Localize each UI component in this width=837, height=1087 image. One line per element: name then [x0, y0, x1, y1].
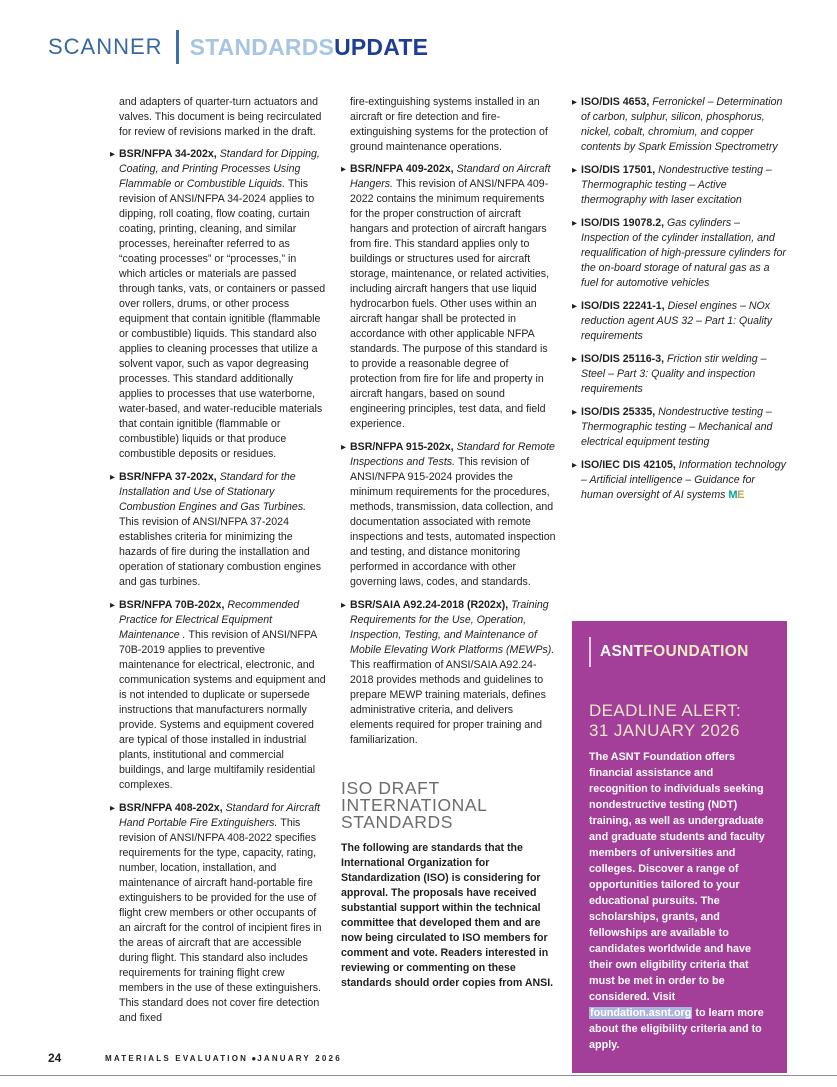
list-item [110, 470, 326, 590]
list-item [341, 162, 557, 432]
column-2 [341, 95, 557, 1073]
masthead [48, 30, 428, 64]
bullet-triangle-icon: ▶ [572, 409, 577, 416]
standard-description: This revision of ANSI/NFPA 70B-2019 applies to preventive maintenance for electrical, electronic, and communication systems and equipment and is not intended to duplicate or supersede instructions that manufacturers normally provide. Systems and equipment covered are typical of those installed in industrial plants, institutional and commercial buildings, and large multifamily residential complexes. [119, 629, 326, 791]
list-item [572, 458, 788, 503]
standard-entry [350, 598, 557, 748]
standard-description: This reaffirmation of ANSI/SAIA A92.24-2018 provides methods and guidelines to prepare MEWP training materials, defines administrative criteria, and delivers elements required for proper training and familiarization. [350, 659, 546, 746]
footer-journal-line [105, 1054, 342, 1063]
standard-title: Standard for Aircraft Hand Portable Fire Extinguishers. [119, 802, 320, 829]
list-item [572, 95, 788, 155]
list-item [572, 405, 788, 450]
deadline-alert [589, 701, 772, 740]
standard-code: BSR/NFPA 409-202x, [350, 163, 457, 175]
standard-code: BSR/NFPA 408-202x, [119, 802, 226, 814]
standard-title: Nondestructive testing – Thermographic testing – Mechanical and electrical equipment testing [581, 406, 773, 448]
iso-section-heading [341, 780, 557, 831]
standard-entry [119, 147, 326, 462]
page-title-update: UPDATE [334, 33, 429, 60]
standard-code: ISO/DIS 19078.2, [581, 217, 667, 229]
list-item [110, 598, 326, 793]
page-number: 24 [48, 1051, 62, 1065]
list-item [572, 163, 788, 208]
bullet-triangle-icon: ▶ [110, 805, 115, 812]
section-kicker: SCANNER [48, 34, 163, 59]
page-title-standards: STANDARDS [189, 33, 335, 60]
column-3 [572, 95, 788, 1073]
standard-title: Friction stir welding – Steel – Part 3: Quality and inspection requirements [581, 353, 767, 395]
standard-code: BSR/NFPA 34-202x, [119, 148, 220, 160]
standard-entry [581, 299, 788, 344]
iso-section-intro: The following are standards that the International Organization for Standardization (ISO) is considering for approval. The proposals have received substantial support within the technical committee that developed them and are now being circulated to ISO members for comment and vote. Readers interested in reviewing or commenting on these standards should order copies from ANSI. [341, 842, 554, 989]
masthead-divider [176, 30, 179, 64]
standard-entry [350, 162, 557, 432]
bullet-triangle-icon: ▶ [572, 356, 577, 363]
standard-description: This revision of ANSI/NFPA 34-2024 applies to dipping, roll coating, flow coating, curtain coating, printing, cleaning, and similar processes, hereinafter referred to as “coating processes” or “processes,” in which articles or materials are passed through tanks, vats, or containers or passed over rollers, drums, or other process equipment that contain ignitible (flammable or combustible) liquids. This standard also applies to cleaning processes that utilize a solvent vapor, such as vapor degreasing processes. This standard additionally applies to processes that use waterborne, water-based, and water-reducible materials that contain ignitible (flammable or combustible) liquids or that produce combustible deposits or residues. [119, 178, 326, 460]
asnt-foundation-ad [572, 621, 787, 1073]
standard-title: Standard on Aircraft Hangers. [350, 163, 551, 190]
page-bottom-rule [0, 1075, 837, 1076]
standard-title: Recommended Practice for Electrical Equipment Maintenance . [119, 599, 300, 641]
asnt-foundation-logo [589, 637, 772, 667]
standard-code: ISO/DIS 25335, [581, 406, 659, 418]
standard-description: This revision of ANSI/NFPA 409-2022 contains the minimum requirements for the proper construction of aircraft hangars and protection of aircraft hangars from fire. This standard applies only to buildings or structures used for aircraft storage, maintenance, or related activities, including aircraft hangers that use liquid hydrocarbon fuels. Other uses within an aircraft hangar shall be protected in accordance with other applicable NFPA standards. The purpose of this standard is to provide a reasonable degree of protection from fire for life and property in aircraft hangars, based on sound engineering principles, test data, and field experience. [350, 178, 550, 430]
column-1 [110, 95, 326, 1073]
me-logo-e: E [737, 489, 744, 501]
continuation-paragraph: fire-extinguishing systems installed in an aircraft or fire detection and fire-extinguishing systems for the protection of ground maintenance operations. [350, 96, 548, 153]
list-item [110, 801, 326, 1026]
standard-entry [581, 352, 788, 397]
bullet-triangle-icon: ▶ [572, 303, 577, 310]
me-logo [728, 489, 744, 501]
asnt-logo-foundation: FOUNDATION [643, 643, 749, 660]
standard-entry [581, 163, 788, 208]
standard-title: Ferronickel – Determination of carbon, sulphur, silicon, phosphorus, nickel, cobalt, chromium, and copper contents by Spark Emission Spectrometry [581, 96, 783, 153]
standard-code: ISO/DIS 25116-3, [581, 353, 667, 365]
journal-name: MATERIALS EVALUATION [105, 1054, 249, 1063]
standard-entry [581, 95, 788, 155]
standard-title: Information technology – Artificial intelligence – Guidance for human oversight of AI systems [581, 459, 786, 501]
iso-heading-line: INTERNATIONAL [341, 795, 488, 815]
standard-code: ISO/DIS 17501, [581, 164, 659, 176]
standard-description: This revision of ANSI/NFPA 408-2022 specifies requirements for the type, capacity, rating, number, location, installation, and maintenance of aircraft hand-portable fire extinguishers to be provided for the use of flight crew members or other occupants of an aircraft for the control of incipient fires in the areas of aircraft that are accessible during flight. This standard also includes requirements for training flight crew members in the use of these extinguishers. This standard does not cover fire detection and fixed [119, 817, 322, 1024]
standard-entry [119, 598, 326, 793]
list-item [572, 352, 788, 397]
continuation-paragraph: and adapters of quarter-turn actuators and valves. This document is being recirculated for review of revisions marked in the draft. [119, 96, 322, 138]
article-columns [110, 95, 790, 1073]
list-item [341, 598, 557, 748]
footer-separator-dot: ● [251, 1054, 258, 1063]
standard-code: BSR/NFPA 915-202x, [350, 441, 457, 453]
standard-code: ISO/DIS 4653, [581, 96, 653, 108]
ad-body-post: to learn more about the eligibility criteria and to apply. [589, 1007, 764, 1051]
bullet-triangle-icon: ▶ [572, 167, 577, 174]
standard-code: BSR/SAIA A92.24-2018 (R202x), [350, 599, 512, 611]
me-logo-m: M [728, 489, 738, 501]
bullet-triangle-icon: ▶ [572, 220, 577, 227]
standard-entry [581, 458, 788, 503]
bullet-triangle-icon: ▶ [110, 602, 115, 609]
standard-entry [581, 405, 788, 450]
standard-entry [119, 470, 326, 590]
bullet-triangle-icon: ▶ [110, 151, 115, 158]
iso-heading-line: STANDARDS [341, 812, 454, 832]
standard-title: Training Requirements for the Use, Operation, Inspection, Testing, and Maintenance of Mobile Elevating Work Platforms (MEWPs). [350, 599, 555, 656]
asnt-logo-asnt: ASNT [600, 643, 644, 660]
list-item [572, 299, 788, 344]
iso-heading-line: ISO DRAFT [341, 778, 440, 798]
issue-date: JANUARY 2026 [257, 1054, 342, 1063]
bullet-triangle-icon: ▶ [341, 166, 346, 173]
standard-code: ISO/IEC DIS 42105, [581, 459, 679, 471]
standard-entry [119, 801, 326, 1026]
standard-entry [350, 440, 557, 590]
list-item [110, 147, 326, 462]
bullet-triangle-icon: ▶ [341, 602, 346, 609]
standard-description: This revision of ANSI/NFPA 915-2024 provides the minimum requirements for the procedures, methods, transmission, data collection, and documentation associated with remote inspections and tests, automated inspection and testing, and distance monitoring performed in accordance with other governing laws, codes, and standards. [350, 456, 556, 588]
standard-code: BSR/NFPA 70B-202x, [119, 599, 228, 611]
standard-entry [581, 216, 788, 291]
bullet-triangle-icon: ▶ [110, 474, 115, 481]
deadline-line: 31 JANUARY 2026 [589, 720, 740, 740]
standard-code: BSR/NFPA 37-202x, [119, 471, 220, 483]
standard-title: Standard for the Installation and Use of Stationary Combustion Engines and Gas Turbines. [119, 471, 307, 513]
ad-body-pre: The ASNT Foundation offers financial assistance and recognition to individuals seeking nondestructive testing (NDT) training, as well as undergraduate and graduate students and faculty members of universities and colleges. Discover a range of opportunities tailored to your educational pursuits. The scholarships, grants, and fellowships are available to candidates worldwide and have their own eligibility criteria that must be met in order to be considered. Visit [589, 751, 765, 1003]
bullet-triangle-icon: ▶ [341, 444, 346, 451]
ad-body-text [589, 749, 772, 1053]
standard-description: This revision of ANSI/NFPA 37-2024 establishes criteria for minimizing the hazards of fire during the installation and operation of stationary combustion engines and gas turbines. [119, 516, 321, 588]
foundation-link[interactable]: foundation.asnt.org [590, 1007, 692, 1019]
standard-title: Standard for Remote Inspections and Tests. [350, 441, 555, 468]
list-item [341, 440, 557, 590]
standard-title: Standard for Dipping, Coating, and Printing Processes Using Flammable or Combustible Liquids. [119, 148, 320, 190]
standard-title: Diesel engines – NOx reduction agent AUS 32 – Part 1: Quality requirements [581, 300, 772, 342]
page-title [190, 34, 429, 61]
list-item [572, 216, 788, 291]
standard-title: Nondestructive testing – Thermographic testing – Active thermography with laser excitation [581, 164, 772, 206]
bullet-triangle-icon: ▶ [572, 462, 577, 469]
standard-title: Gas cylinders – Inspection of the cylinder installation, and requalification of high-pressure cylinders for the on-board storage of natural gas as a fuel for automotive vehicles [581, 217, 786, 289]
bullet-triangle-icon: ▶ [572, 99, 577, 106]
standard-code: ISO/DIS 22241-1, [581, 300, 668, 312]
deadline-line: DEADLINE ALERT: [589, 701, 742, 720]
